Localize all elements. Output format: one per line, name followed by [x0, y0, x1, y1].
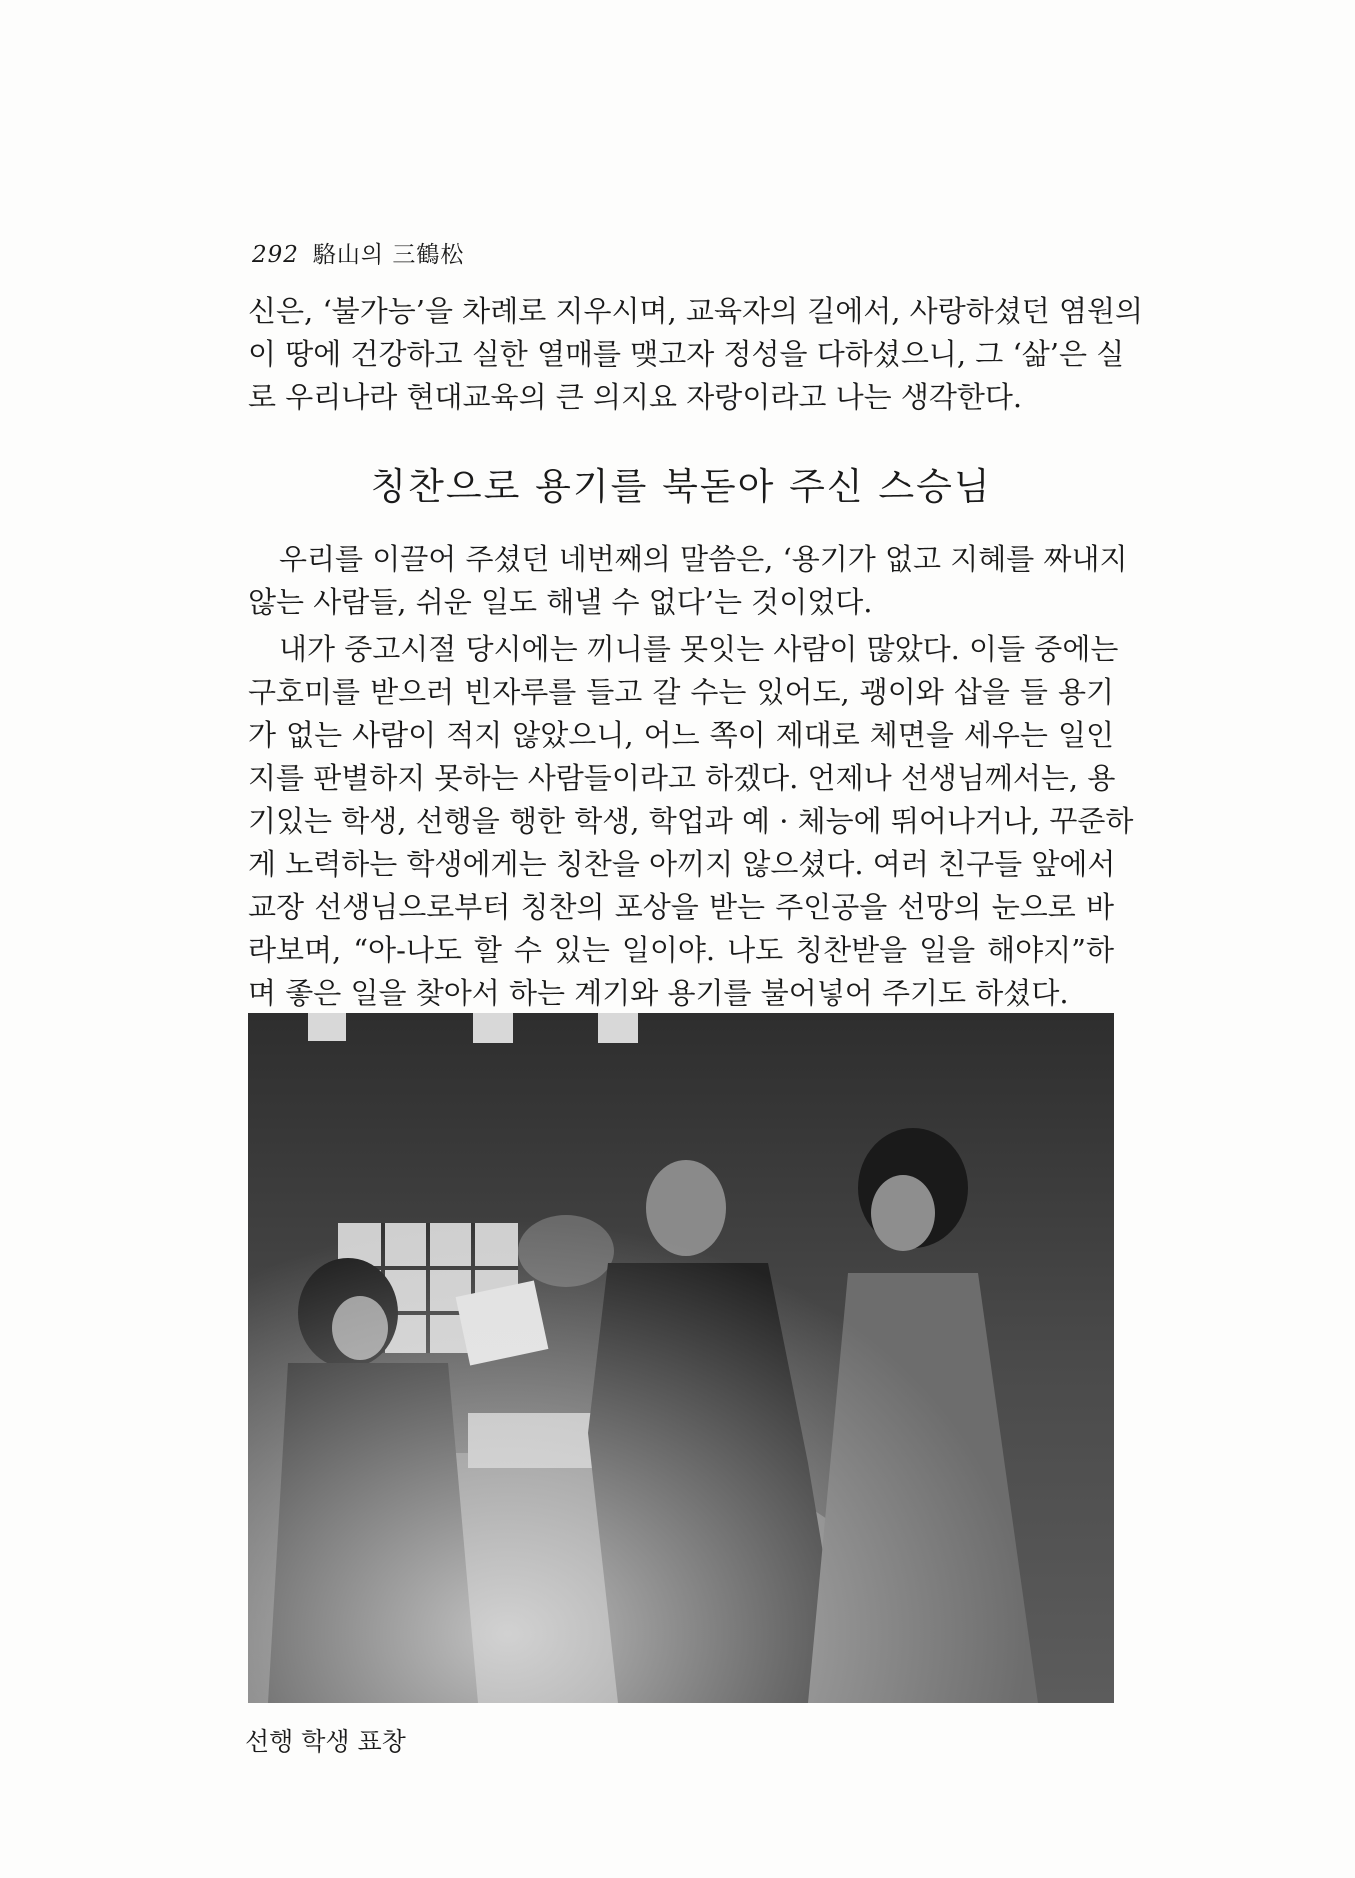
text-line: 게 노력하는 학생에게는 칭찬을 아끼지 않으셨다. 여러 친구들 앞에서 — [248, 847, 1116, 881]
paragraph-continued — [248, 290, 1144, 419]
text-line: 이 땅에 건강하고 실한 열매를 맺고자 정성을 다하셨으니, 그 ‘삶’은 실 — [248, 337, 1125, 371]
photo-illustration — [248, 1013, 1114, 1703]
text-line: 가 없는 사람이 적지 않았으니, 어느 쪽이 제대로 체면을 세우는 일인 — [248, 718, 1114, 752]
text-line: 며 좋은 일을 찾아서 하는 계기와 용기를 불어넣어 주기도 하셨다. — [248, 976, 1069, 1010]
text-line: 라보며, “아-나도 할 수 있는 일이야. 나도 칭찬받을 일을 해야지”하 — [248, 933, 1114, 967]
section-heading: 칭찬으로 용기를 북돋아 주신 스승님 — [370, 465, 992, 508]
text-line: 않는 사람들, 쉬운 일도 해낼 수 없다’는 것이었다. — [248, 585, 873, 619]
paragraph — [248, 628, 1134, 1015]
page-number: 292 — [252, 242, 299, 268]
text-line: 우리를 이끌어 주셨던 네번째의 말씀은, ‘용기가 없고 지혜를 짜내지 — [279, 542, 1128, 576]
text-line: 로 우리나라 현대교육의 큰 의지요 자랑이라고 나는 생각한다. — [248, 380, 1023, 414]
book-title: 駱山의 三鶴松 — [312, 242, 465, 268]
running-head — [252, 236, 464, 269]
text-line: 신은, ‘불가능’을 차례로 지우시며, 교육자의 길에서, 사랑하셨던 염원의 — [248, 294, 1144, 328]
text-line: 구호미를 받으러 빈자루를 들고 갈 수는 있어도, 괭이와 삽을 들 용기 — [248, 675, 1114, 709]
award-ceremony-photo — [248, 1013, 1114, 1703]
text-line: 내가 중고시절 당시에는 끼니를 못잇는 사람이 많았다. 이들 중에는 — [279, 632, 1119, 666]
paragraph — [248, 538, 1128, 624]
text-line: 교장 선생님으로부터 칭찬의 포상을 받는 주인공을 선망의 눈으로 바 — [248, 890, 1114, 924]
text-line: 지를 판별하지 못하는 사람들이라고 하겠다. 언제나 선생님께서는, 용 — [248, 761, 1116, 795]
photo-caption: 선행 학생 표창 — [245, 1727, 406, 1756]
text-line: 기있는 학생, 선행을 행한 학생, 학업과 예 · 체능에 뛰어나거나, 꾸준하 — [248, 804, 1134, 838]
